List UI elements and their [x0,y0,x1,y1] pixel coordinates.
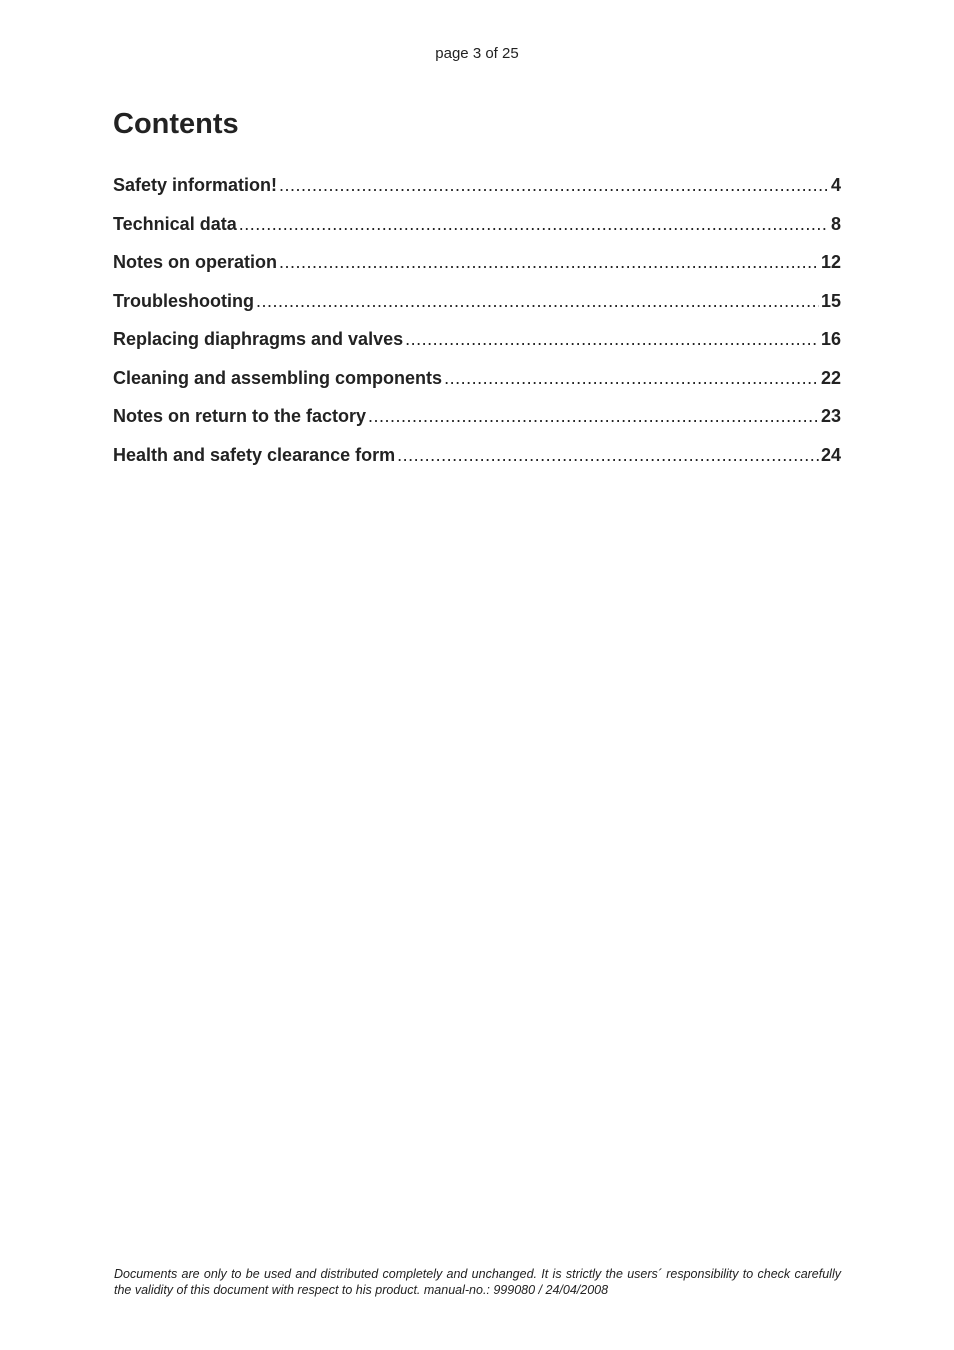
toc-entry-label: Notes on return to the factory [113,406,367,426]
toc-entry-return-to-factory[interactable] [113,406,841,445]
toc-entry-replacing-diaphragms[interactable] [113,329,841,368]
toc-entry-page: 12 [820,252,841,272]
toc-dot-leader [368,406,819,427]
toc-dot-leader [256,291,819,312]
page-number: page 3 of 25 [435,45,519,62]
toc-entry-label: Troubleshooting [113,290,254,311]
toc-dot-leader [397,445,819,466]
toc-entry-cleaning-assembling[interactable] [113,368,841,407]
toc-dot-leader [279,252,819,273]
toc-entry-page: 23 [820,406,841,426]
toc-entry-technical-data[interactable] [113,214,841,253]
toc-entry-notes-on-operation[interactable] [113,252,841,291]
toc-entry-page: 4 [830,175,841,195]
toc-entry-page: 22 [820,367,841,388]
toc-entry-troubleshooting[interactable] [113,291,841,330]
toc-dot-leader [239,214,829,235]
toc-entry-page: 24 [820,444,841,465]
contents-heading: Contents [113,108,239,140]
toc-entry-page: 16 [820,329,841,349]
toc-entry-page: 15 [820,290,841,311]
toc-dot-leader [279,175,829,196]
toc-entry-page: 8 [830,213,841,234]
toc-entry-label: Cleaning and assembling components [113,367,443,388]
footer-disclaimer: Documents are only to be used and distributed completely and unchanged. It is strictly the users´ responsibility to check carefully the validity of this document with respect to his product. manual-no.: 999080 / 24/04/2008 [114,1267,841,1297]
toc-entry-clearance-form[interactable] [113,445,841,484]
toc-dot-leader [405,329,819,350]
toc-entry-label: Replacing diaphragms and valves [113,329,404,349]
toc-entry-label: Notes on operation [113,252,278,272]
toc-entry-label: Technical data [113,213,237,234]
toc-entry-label: Health and safety clearance form [113,444,396,465]
table-of-contents [113,175,841,483]
toc-entry-safety-information[interactable] [113,175,841,214]
toc-entry-label: Safety information! [113,175,278,195]
toc-dot-leader [444,368,819,389]
